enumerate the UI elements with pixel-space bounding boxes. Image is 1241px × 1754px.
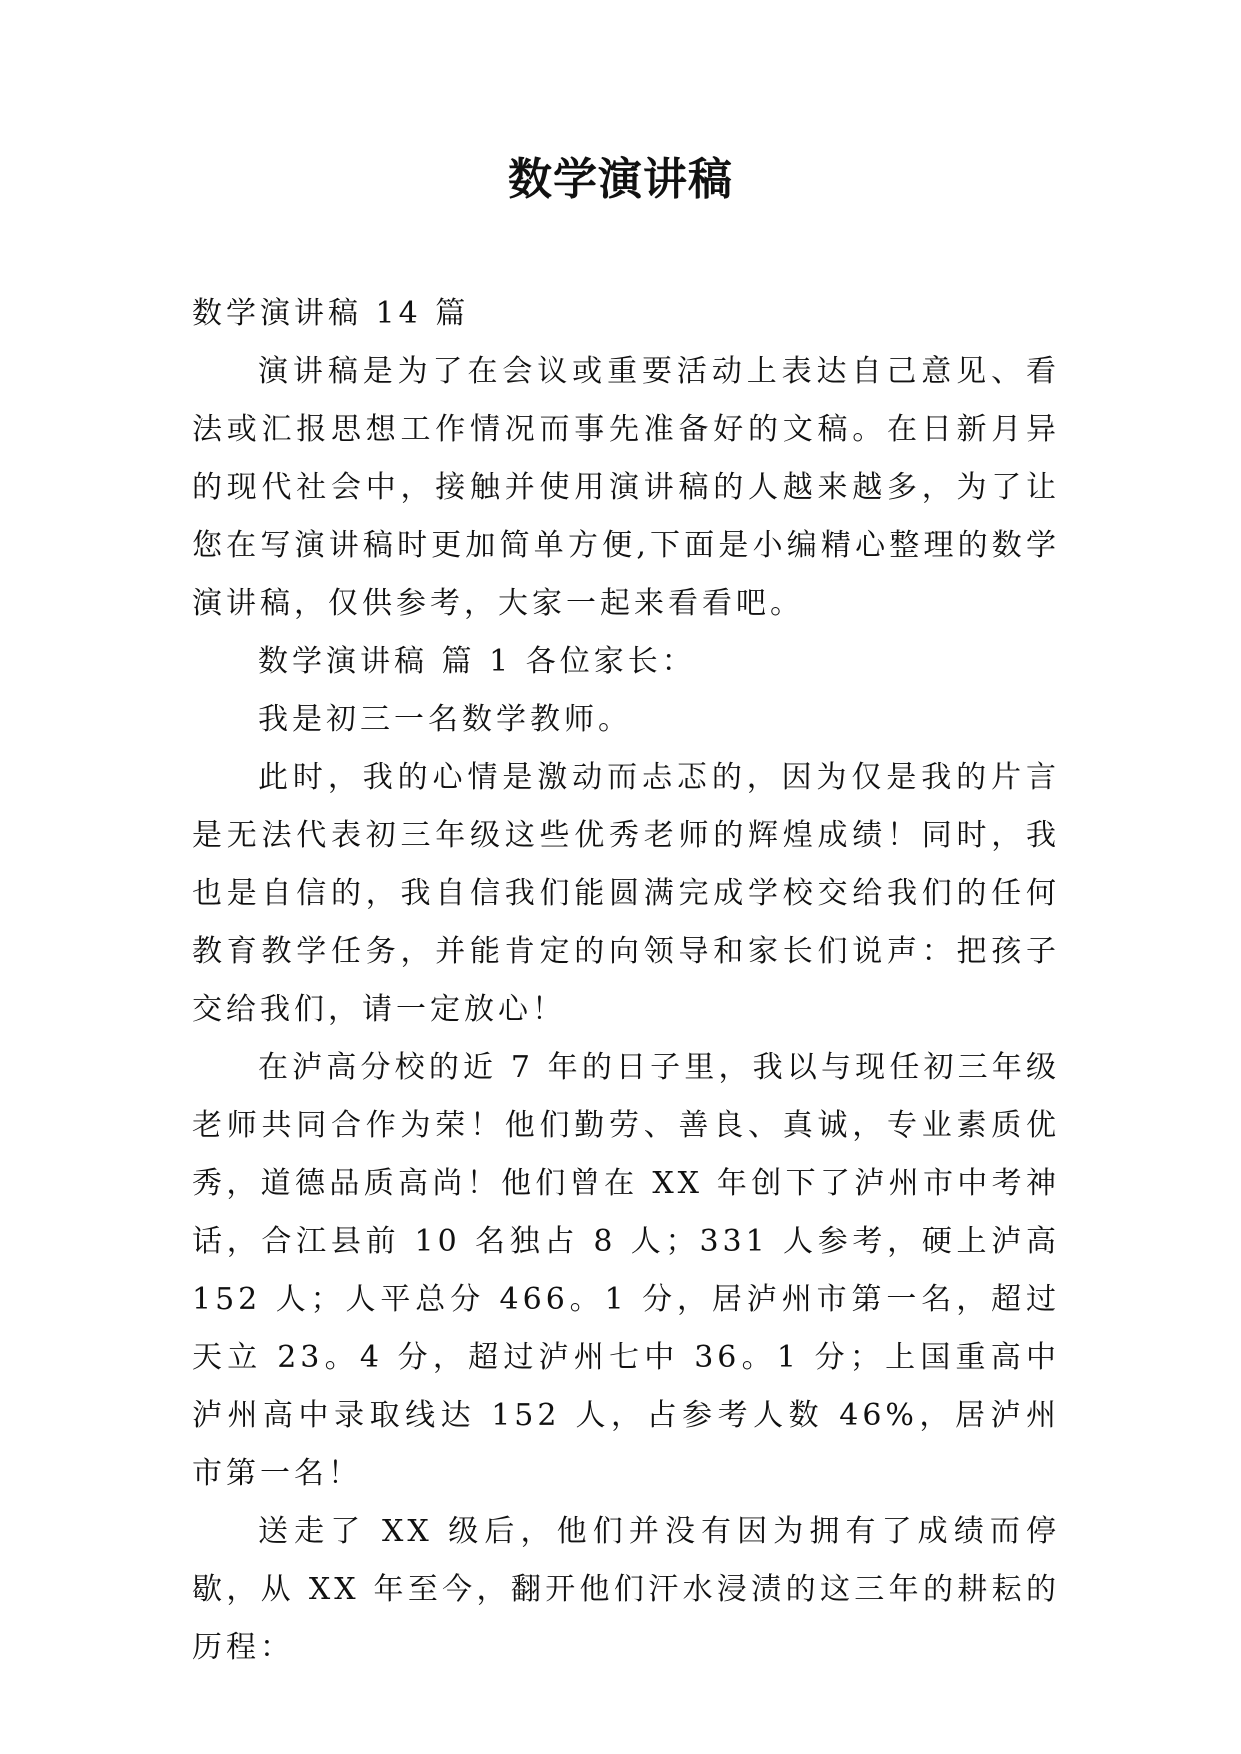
paragraph-achievements: 在泸高分校的近 7 年的日子里，我以与现任初三年级老师共同合作为荣！他们勤劳、善良、真诚，专业素质优秀，道德品质高尚！他们曾在 XX 年创下了泸州市中考神话，合江县前 10 名独占 8 人；331 人参考，硬上泸高 152 人；人平总分 466。1 分，居泸州市第一名，超过天立 23。4 分，超过泸州七中 36。1 分；上国重高中泸州高中录取线达 152 人，占参考人数 46%，居泸州市第一名！ xyxy=(192,1050,1060,1491)
paragraph-section-heading: 数学演讲稿 篇 1 各位家长： xyxy=(258,644,696,679)
paragraph-history: 送走了 XX 级后，他们并没有因为拥有了成绩而停歇，从 XX 年至今，翻开他们汗水浸渍的这三年的耕耘的历程： xyxy=(192,1514,1060,1665)
paragraph-intro: 演讲稿是为了在会议或重要活动上表达自己意见、看法或汇报思想工作情况而事先准备好的文稿。在日新月异的现代社会中，接触并使用演讲稿的人越来越多，为了让您在写演讲稿时更加简单方便,下面是小编精心整理的数学演讲稿，仅供参考，大家一起来看看吧。 xyxy=(192,354,1060,621)
document-subtitle: 数学演讲稿 14 篇 xyxy=(192,296,470,331)
document-title: 数学演讲稿 xyxy=(508,154,733,205)
paragraph-self-intro: 我是初三一名数学教师。 xyxy=(258,702,632,737)
paragraph-feelings: 此时，我的心情是激动而忐忑的，因为仅是我的片言是无法代表初三年级这些优秀老师的辉煌成绩！同时，我也是自信的，我自信我们能圆满完成学校交给我们的任何教育教学任务，并能肯定的向领导和家长们说声：把孩子交给我们，请一定放心！ xyxy=(192,760,1060,1027)
document-body xyxy=(192,285,1060,1677)
